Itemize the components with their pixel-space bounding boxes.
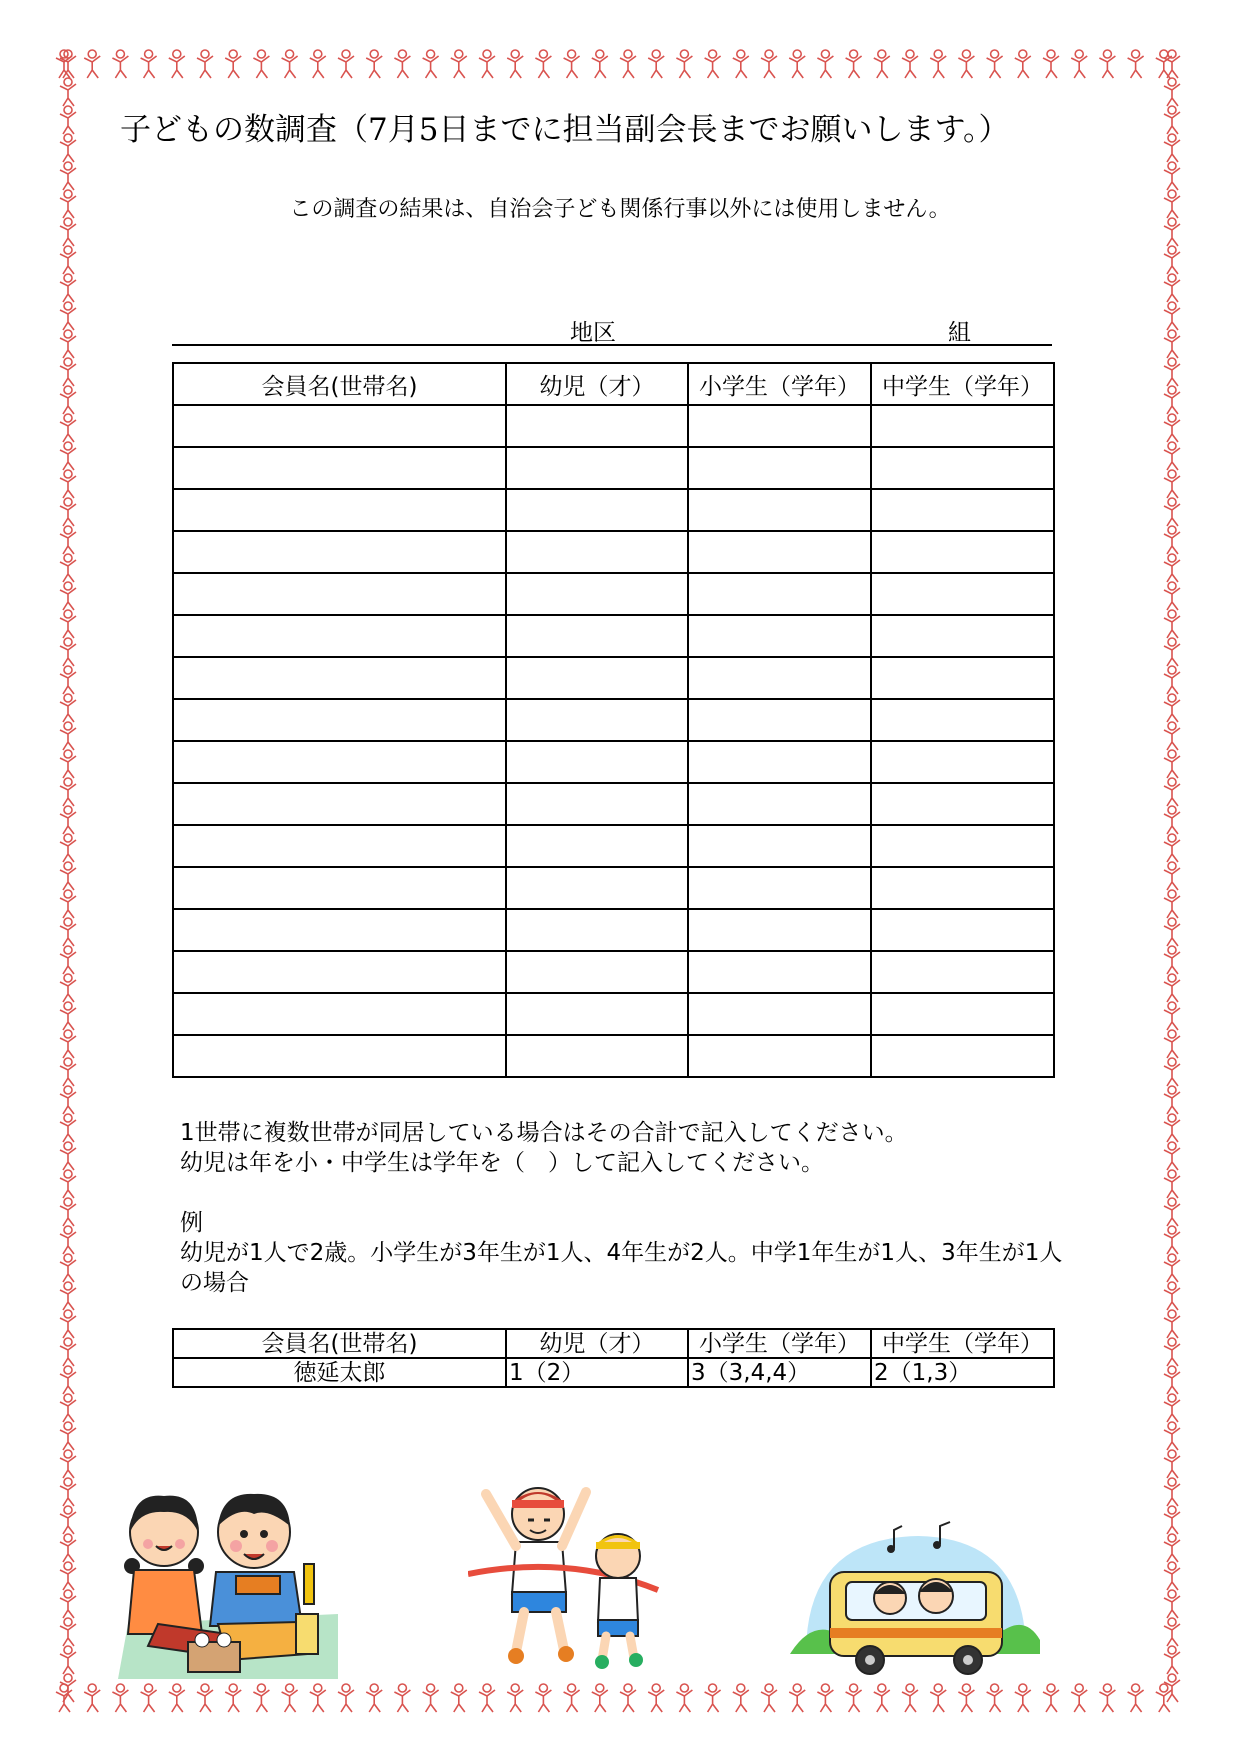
junior-high-cell[interactable] bbox=[871, 699, 1054, 741]
member-name-cell[interactable] bbox=[173, 741, 506, 783]
entry-table-header bbox=[173, 363, 1054, 405]
figure-border-icon bbox=[1156, 48, 1188, 1714]
example-header-junior-high: 中学生（学年） bbox=[871, 1329, 1054, 1358]
picnic-children-illustration bbox=[118, 1474, 348, 1684]
elementary-cell[interactable] bbox=[688, 825, 871, 867]
example-table-row bbox=[173, 1358, 1054, 1387]
junior-high-cell[interactable] bbox=[871, 867, 1054, 909]
infant-cell[interactable] bbox=[506, 951, 688, 993]
member-name-cell[interactable] bbox=[173, 405, 506, 447]
member-name-cell[interactable] bbox=[173, 447, 506, 489]
infant-cell[interactable] bbox=[506, 741, 688, 783]
elementary-cell[interactable] bbox=[688, 867, 871, 909]
school-bus-illustration bbox=[790, 1514, 1040, 1678]
entry-row bbox=[173, 447, 1054, 489]
border-left bbox=[52, 48, 84, 1714]
infant-cell[interactable] bbox=[506, 405, 688, 447]
entry-row bbox=[173, 657, 1054, 699]
junior-high-cell[interactable] bbox=[871, 573, 1054, 615]
entry-row bbox=[173, 405, 1054, 447]
elementary-cell[interactable] bbox=[688, 783, 871, 825]
district-group-line[interactable] bbox=[172, 314, 1052, 346]
entry-row bbox=[173, 783, 1054, 825]
header-elementary: 小学生（学年） bbox=[688, 363, 871, 405]
infant-cell[interactable] bbox=[506, 573, 688, 615]
member-name-cell[interactable] bbox=[173, 909, 506, 951]
elementary-cell[interactable] bbox=[688, 405, 871, 447]
group-label: 組 bbox=[948, 320, 971, 346]
example-infant: 1（2） bbox=[506, 1358, 688, 1387]
junior-high-cell[interactable] bbox=[871, 657, 1054, 699]
member-name-cell[interactable] bbox=[173, 615, 506, 657]
elementary-cell[interactable] bbox=[688, 909, 871, 951]
border-top bbox=[52, 48, 1188, 80]
entry-row bbox=[173, 825, 1054, 867]
page-title: 子どもの数調査（7月5日までに担当副会長までお願いします。） bbox=[120, 112, 1010, 148]
entry-row bbox=[173, 1035, 1054, 1077]
infant-cell[interactable] bbox=[506, 699, 688, 741]
border-bottom bbox=[52, 1682, 1188, 1714]
running-race-illustration bbox=[468, 1474, 668, 1670]
example-header-elementary: 小学生（学年） bbox=[688, 1329, 871, 1358]
member-name-cell[interactable] bbox=[173, 573, 506, 615]
member-name-cell[interactable] bbox=[173, 867, 506, 909]
infant-cell[interactable] bbox=[506, 825, 688, 867]
border-right bbox=[1156, 48, 1188, 1714]
entry-table bbox=[172, 362, 1055, 1078]
infant-cell[interactable] bbox=[506, 615, 688, 657]
entry-row bbox=[173, 951, 1054, 993]
elementary-cell[interactable] bbox=[688, 741, 871, 783]
entry-row bbox=[173, 741, 1054, 783]
instruction-line: 幼児は年を小・中学生は学年を（ ）して記入してください。 bbox=[180, 1150, 824, 1176]
junior-high-cell[interactable] bbox=[871, 783, 1054, 825]
member-name-cell[interactable] bbox=[173, 993, 506, 1035]
instruction-line: 1世帯に複数世帯が同居している場合はその合計で記入してください。 bbox=[180, 1120, 908, 1146]
elementary-cell[interactable] bbox=[688, 489, 871, 531]
member-name-cell[interactable] bbox=[173, 489, 506, 531]
example-table-header bbox=[173, 1329, 1054, 1358]
district-label: 地区 bbox=[570, 320, 616, 346]
elementary-cell[interactable] bbox=[688, 447, 871, 489]
member-name-cell[interactable] bbox=[173, 1035, 506, 1077]
infant-cell[interactable] bbox=[506, 783, 688, 825]
junior-high-cell[interactable] bbox=[871, 405, 1054, 447]
entry-row bbox=[173, 531, 1054, 573]
header-junior-high: 中学生（学年） bbox=[871, 363, 1054, 405]
example-text: 幼児が1人で2歳。小学生が3年生が1人、4年生が2人。中学1年生が1人、3年生が1人の場合 bbox=[180, 1240, 1063, 1296]
junior-high-cell[interactable] bbox=[871, 825, 1054, 867]
junior-high-cell[interactable] bbox=[871, 531, 1054, 573]
instructions bbox=[180, 1118, 1080, 1178]
entry-row bbox=[173, 699, 1054, 741]
elementary-cell[interactable] bbox=[688, 573, 871, 615]
example-table bbox=[172, 1328, 1055, 1388]
entry-row bbox=[173, 993, 1054, 1035]
entry-row bbox=[173, 573, 1054, 615]
junior-high-cell[interactable] bbox=[871, 615, 1054, 657]
infant-cell[interactable] bbox=[506, 909, 688, 951]
member-name-cell[interactable] bbox=[173, 699, 506, 741]
member-name-cell[interactable] bbox=[173, 783, 506, 825]
privacy-note: この調査の結果は、自治会子ども関係行事以外には使用しません。 bbox=[289, 197, 951, 222]
junior-high-cell[interactable] bbox=[871, 909, 1054, 951]
junior-high-cell[interactable] bbox=[871, 489, 1054, 531]
infant-cell[interactable] bbox=[506, 531, 688, 573]
infant-cell[interactable] bbox=[506, 1035, 688, 1077]
junior-high-cell[interactable] bbox=[871, 447, 1054, 489]
infant-cell[interactable] bbox=[506, 489, 688, 531]
junior-high-cell[interactable] bbox=[871, 951, 1054, 993]
example-member-name: 徳延太郎 bbox=[173, 1358, 506, 1387]
infant-cell[interactable] bbox=[506, 993, 688, 1035]
example-junior-high: 2（1,3） bbox=[871, 1358, 1054, 1387]
junior-high-cell[interactable] bbox=[871, 741, 1054, 783]
elementary-cell[interactable] bbox=[688, 1035, 871, 1077]
infant-cell[interactable] bbox=[506, 657, 688, 699]
figure-border-icon bbox=[52, 48, 1188, 80]
member-name-cell[interactable] bbox=[173, 657, 506, 699]
elementary-cell[interactable] bbox=[688, 531, 871, 573]
header-infant: 幼児（才） bbox=[506, 363, 688, 405]
example-header-infant: 幼児（才） bbox=[506, 1329, 688, 1358]
elementary-cell[interactable] bbox=[688, 699, 871, 741]
header-member-name: 会員名(世帯名) bbox=[173, 363, 506, 405]
example-elementary: 3（3,4,4） bbox=[688, 1358, 871, 1387]
elementary-cell[interactable] bbox=[688, 615, 871, 657]
elementary-cell[interactable] bbox=[688, 657, 871, 699]
example-label: 例 bbox=[180, 1210, 203, 1236]
entry-row bbox=[173, 489, 1054, 531]
infant-cell[interactable] bbox=[506, 867, 688, 909]
entry-row bbox=[173, 867, 1054, 909]
entry-row bbox=[173, 909, 1054, 951]
member-name-cell[interactable] bbox=[173, 951, 506, 993]
figure-border-icon bbox=[52, 48, 84, 1714]
figure-border-icon bbox=[52, 1682, 1188, 1714]
junior-high-cell[interactable] bbox=[871, 993, 1054, 1035]
entry-row bbox=[173, 615, 1054, 657]
example-header-member-name: 会員名(世帯名) bbox=[173, 1329, 506, 1358]
elementary-cell[interactable] bbox=[688, 951, 871, 993]
elementary-cell[interactable] bbox=[688, 993, 871, 1035]
member-name-cell[interactable] bbox=[173, 825, 506, 867]
example-description bbox=[180, 1208, 1080, 1298]
junior-high-cell[interactable] bbox=[871, 1035, 1054, 1077]
infant-cell[interactable] bbox=[506, 447, 688, 489]
member-name-cell[interactable] bbox=[173, 531, 506, 573]
